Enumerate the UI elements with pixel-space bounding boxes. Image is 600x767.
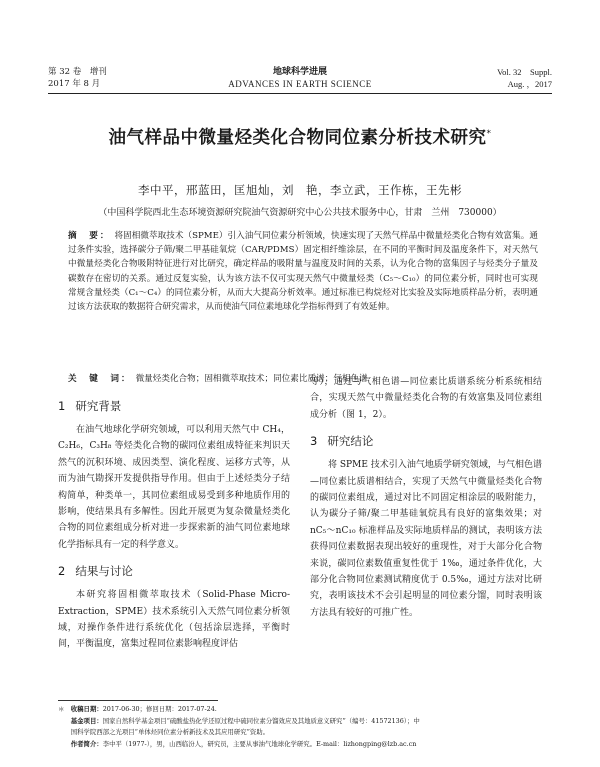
publication-date: 2017 年 8 月 xyxy=(48,79,101,89)
footnote-received: ＊ 收稿日期：2017-06-30；修回日期：2017-07-24. xyxy=(58,705,217,713)
section-number: 3 xyxy=(310,434,318,449)
section-title: 结果与讨论 xyxy=(75,564,133,579)
section-number: 1 xyxy=(58,399,66,413)
fund-label: 基金项目： xyxy=(70,716,103,725)
footnote-rule xyxy=(58,700,218,701)
section-number: 2 xyxy=(58,564,66,579)
paper-title-text: 油气样品中微量烃类化合物同位素分析技术研究 xyxy=(108,128,487,148)
author-bio-label: 作者简介： xyxy=(70,739,103,748)
volume-issue-en: Vol. 32 Suppl. xyxy=(497,67,552,77)
section-heading-results xyxy=(58,563,290,579)
results-paragraph-continued: 等），通过与气相色谱—同位素比质谱系统分析系统相结合，实现天然气中微量烃类化合物的有效富集及同位素组成分析（图 1，2）。 xyxy=(310,377,542,420)
footnote-author xyxy=(58,739,550,751)
author-list: 李中平，邢蓝田，匡旭灿，刘 艳，李立武，王作栋，王先彬 xyxy=(138,183,462,197)
keywords-text: 微量烃类化合物；固相微萃取技术；同位素比质谱；气相色谱 xyxy=(135,374,368,384)
results-paragraph: 本研究将固相微萃取技术（Solid-Phase Micro-Extraction，SPME）技术系统引入天然气同位素分析领域，对操作条件进行系统优化（包括涂层选择，平衡时间，平衡温度，富集过程同位素影响程度评估 xyxy=(58,590,290,650)
author-bio-text: 李中平（1977-），男，山西临汾人，研究员，主要从事油气地球化学研究。E-mail：lizhongping@lzb.ac.cn xyxy=(102,739,417,748)
keywords-label: 关 键 词： xyxy=(68,374,132,384)
paper-title xyxy=(0,124,600,149)
abstract-text: 将固相微萃取技术（SPME）引入油气同位素分析领域，快速实现了天然气样品中微量烃类化合物有效富集。通过条件实验，选择碳分子筛/聚二甲基硅氧烷（CAR/PDMS）固定相纤维涂层，在不同的平衡时间及温度条件下，对天然气中微量烃类化合物吸附特征进行对比研究，确定样品的吸附量与温度及时间的关系，认为化合物的富集因子与烃类分子量及碳数存在密切的关系。通过反复实验，认为该方法不仅可实现天然气中微量烃类（C₅～C₁₀）的同位素分析，同时也可实现常规含量烃类（C₁～C₄）的同位素分析，从而大大提高分析效率。通过标准已构烷烃对比实验及实际地质样品分析，表明通过该方法获取的数据符合研究需求，从而使油气同位素地球化学指标得到了有效延伸。 xyxy=(68,231,538,313)
footnote-fund xyxy=(58,716,550,728)
received-text: 2017-06-30；修回日期：2017-07-24. xyxy=(102,705,217,713)
abstract xyxy=(68,229,538,314)
affiliation: （中国科学院西北生态环境资源研究院油气资源研究中心公共技术服务中心，甘肃 兰州 730000） xyxy=(98,208,502,218)
left-column xyxy=(58,398,290,653)
title-footnote-mark: * xyxy=(486,129,492,140)
journal-volume-info-en xyxy=(497,66,552,90)
conclusions-paragraph: 将 SPME 技术引入油气地质学研究领域，与气相色谱—同位素比质谱相结合，实现了天然气中微量烃类化合物的碳同位素组成，通过对比不同固定相涂层的吸附能力，认为碳分子筛/聚二甲基硅氧烷具有良好的富集效果；对 nC₅～nC₁₀ 标准样品及实际地质样品的测试，表明该方法获得同位素数据表现出较好的重现性，对于大部分化合物来说，碳同位素数值重复性优于 1‰，通过条件优化，大部分化合物同位素测试精度优于 0.5‰，通过方法对比研究，表明该技术不会引起明显的同位素分馏，同时表明该方法具有较好的可推广性。 xyxy=(310,460,542,618)
section-title: 研究背景 xyxy=(75,399,122,413)
section-title: 研究结论 xyxy=(327,434,374,449)
volume-issue: 第 32 卷 增刊 xyxy=(48,67,107,77)
right-column xyxy=(310,374,542,621)
abstract-label: 摘 要： xyxy=(68,231,111,241)
section-heading-background xyxy=(58,398,290,414)
background-paragraph: 在油气地球化学研究领域，可以利用天然气中 CH₄，C₂H₆，C₃H₈ 等烃类化合物的碳同位素组成特征来判识天然气的沉积环境、成因类型、演化程度、运移方式等，从而为油气勘探开发提供指导作用。但由于上述烃类分子结构简单，种类单一，其同位素组成易受到多种地质作用的影响，使结果具有多解性。因此开展更为复杂微量烃类化合物的同位素组成分析对进一步探索新的油气同位素地球化学指标具有一定的科学意义。 xyxy=(58,425,290,550)
footnotes xyxy=(58,704,550,750)
section-heading-conclusions xyxy=(310,433,542,449)
header-rule xyxy=(48,93,552,94)
journal-name-cn: 地球科学进展 xyxy=(272,67,327,77)
journal-name-en: ADVANCES IN EARTH SCIENCE xyxy=(228,79,372,89)
fund-text: 国家自然科学基金项目“硫酸盐热化学还原过程中硫同位素分馏效应及其地质意义研究”（编号：41572136）；中 xyxy=(102,716,420,725)
publication-date-en: Aug. ，2017 xyxy=(507,79,552,89)
received-label: 收稿日期： xyxy=(70,705,103,713)
footnote-fund-cont xyxy=(58,727,550,739)
fund-text-cont: 国科学院西部之光项目“单体烃同位素分析新技术及其应用研究”资助。 xyxy=(70,728,270,736)
